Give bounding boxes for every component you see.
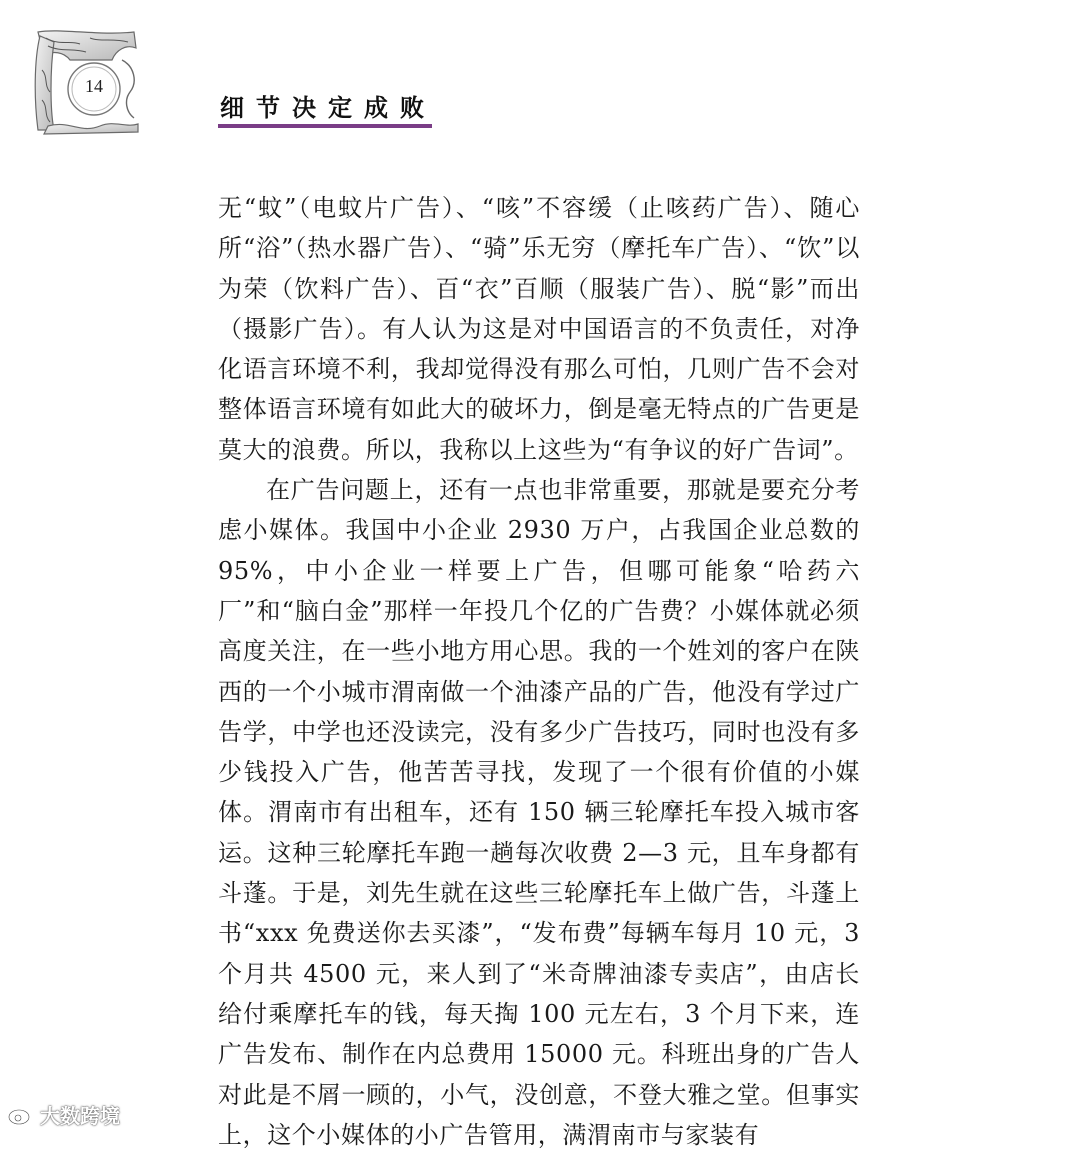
page-number: 14 — [85, 76, 103, 96]
paragraph-1: 无“蚊”（电蚊片广告）、“咳”不容缓（止咳药广告）、随心所“浴”（热水器广告）、“骑”乐无穷（摩托车广告）、“饮”以为荣（饮料广告）、百“衣”百顺（服装广告）、脱“影”而出（摄影广告）。有人认为这是对中国语言的不负责任，对净化语言环境不利，我却觉得没有那么可怕，几则广告不会对整体语言环境有如此大的破坏力，倒是毫无特点的广告更是莫大的浪费。所以，我称以上这些为“有争议的好广告词”。 — [218, 194, 860, 464]
watermark-text: 大数跨境 — [40, 1104, 120, 1128]
body-text — [218, 188, 860, 1155]
paragraph-2: 在广告问题上，还有一点也非常重要，那就是要充分考虑小媒体。我国中小企业 2930 万户，占我国企业总数的 95%，中小企业一样要上广告，但哪可能象“哈药六厂”和“脑白金”那样一年投几个亿的广告费？小媒体就必须高度关注，在一些小地方用心思。我的一个姓刘的客户在陕西的一个小城市渭南做一个油漆产品的广告，他没有学过广告学，中学也还没读完，没有多少广告技巧，同时也没有多少钱投入广告，他苦苦寻找，发现了一个很有价值的小媒体。渭南市有出租车，还有 150 辆三轮摩托车投入城市客运。这种三轮摩托车跑一趟每次收费 2—3 元，且车身都有斗蓬。于是，刘先生就在这些三轮摩托车上做广告，斗蓬上书“xxx 免费送你去买漆”，“发布费”每辆车每月 10 元，3 个月共 4500 元，来人到了“米奇牌油漆专卖店”，由店长给付乘摩托车的钱，每天掏 100 元左右，3 个月下来，连广告发布、制作在内总费用 15000 元。科班出身的广告人对此是不屑一顾的，小气，没创意，不登大雅之堂。但事实上，这个小媒体的小广告管用，满渭南市与家装有 — [218, 476, 860, 1149]
running-head-rule — [218, 124, 432, 128]
running-head-title: 细节决定成败 — [220, 93, 436, 122]
weibo-icon — [8, 1104, 34, 1126]
watermark — [8, 1100, 120, 1129]
